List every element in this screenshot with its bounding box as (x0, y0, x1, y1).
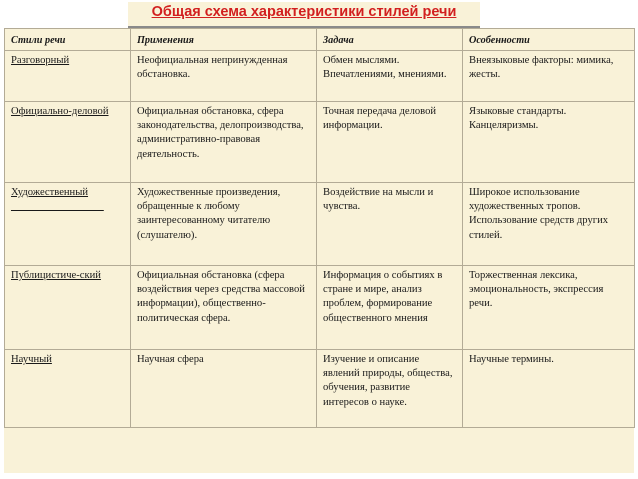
style-name-cell: Художественный ________________ _ (5, 183, 131, 266)
table-row (5, 350, 635, 428)
speech-styles-table (4, 28, 635, 428)
features-cell: Широкое использование художественных тропов. Использование средств других стилей. (463, 183, 635, 266)
column-header-application: Применения (131, 29, 317, 51)
task-cell: Воздействие на мысли и чувства. (317, 183, 463, 266)
task-cell: Информация о событиях в стране и мире, анализ проблем, формирование общественного мнения (317, 266, 463, 350)
features-cell: Языковые стандарты. Канцеляризмы. (463, 102, 635, 183)
application-cell: Научная сфера (131, 350, 317, 428)
application-cell: Официальная обстановка (сфера воздействия через средства массовой информации), общественно-политическая сфера. (131, 266, 317, 350)
style-name-cell: Публицистиче-ский (5, 266, 131, 350)
task-cell: Обмен мыслями. Впечатлениями, мнениями. (317, 51, 463, 102)
column-header-features: Особенности (463, 29, 635, 51)
application-cell: Неофициальная непринужденная обстановка. (131, 51, 317, 102)
features-cell: Торжественная лексика, эмоциональность, экспрессия речи. (463, 266, 635, 350)
style-name-cell: Официально-деловой (5, 102, 131, 183)
task-cell: Изучение и описание явлений природы, общества, обучения, развитие интересов о науке. (317, 350, 463, 428)
table-row (5, 51, 635, 102)
table-row (5, 183, 635, 266)
application-cell: Официальная обстановка, сфера законодательства, делопроизводства, административно-правовая деятельность. (131, 102, 317, 183)
page-title: Общая схема характеристики стилей речи (151, 4, 457, 20)
style-name-cell: Разговорный (5, 51, 131, 102)
features-cell: Научные термины. (463, 350, 635, 428)
task-cell: Точная передача деловой информации. (317, 102, 463, 183)
column-header-task: Задача (317, 29, 463, 51)
styles-table-container (4, 28, 634, 473)
table-row (5, 266, 635, 350)
style-name-cell: Научный (5, 350, 131, 428)
table-header-row (5, 29, 635, 51)
application-cell: Художественные произведения, обращенные к любому заинтересованному читателю (слушателю). (131, 183, 317, 266)
column-header-styles: Стили речи (5, 29, 131, 51)
title-bar (128, 2, 480, 28)
features-cell: Внеязыковые факторы: мимика, жесты. (463, 51, 635, 102)
table-row (5, 102, 635, 183)
